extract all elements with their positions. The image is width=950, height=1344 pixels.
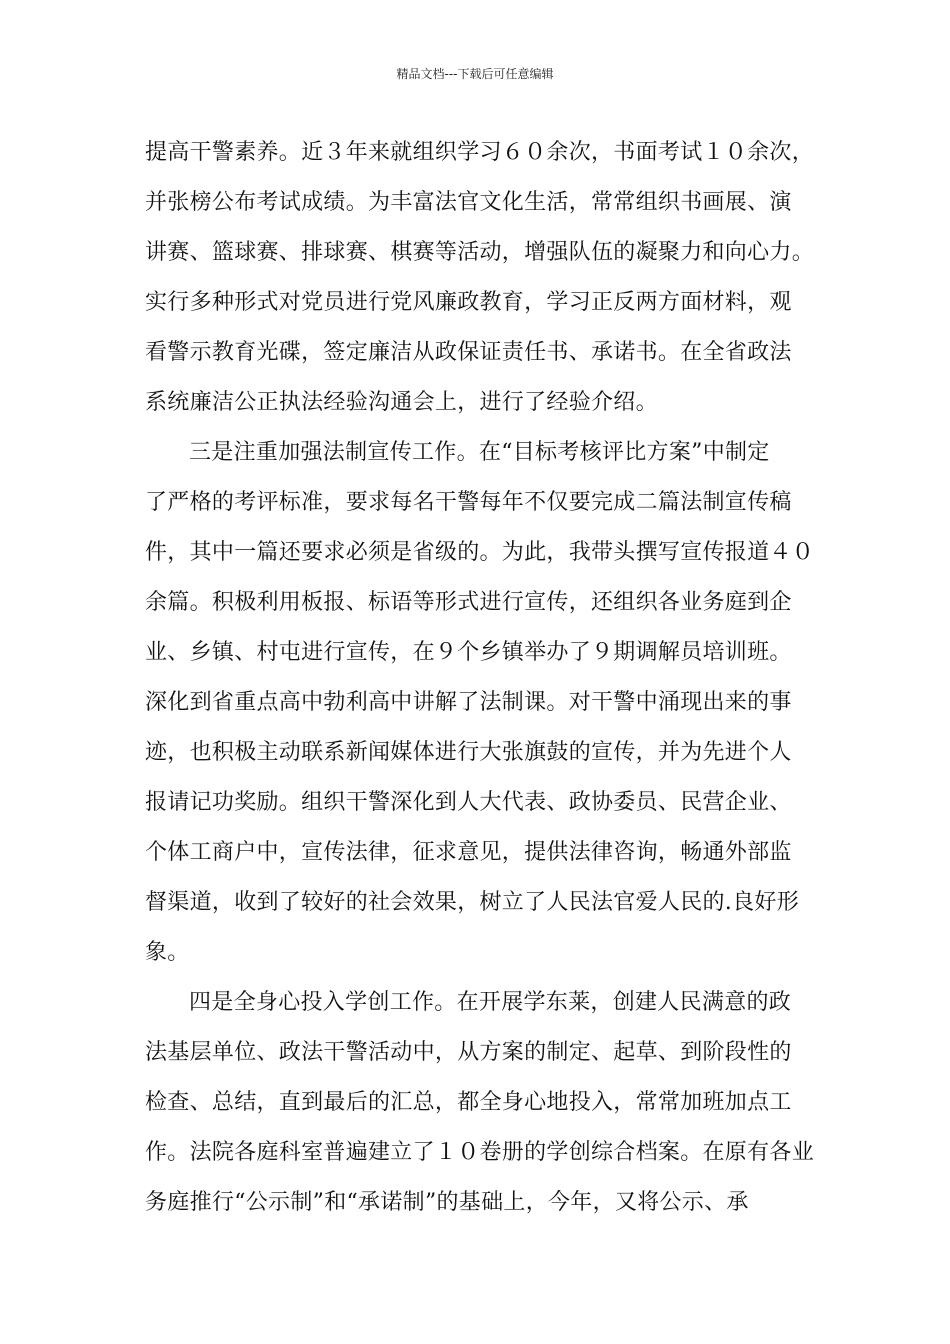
text-line: 并张榜公布考试成绩。为丰富法官文化生活，常常组织书画展、演 [145,190,792,215]
text-line: 实行多种形式对党员进行党风廉政教育，学习正反两方面材料，观 [145,290,792,315]
paragraph-3 [145,978,835,1228]
text-line: 作。法院各庭科室普遍建立了１０卷册的学创综合档案。在原有各业 [145,1140,815,1165]
text-line: 务庭推行“公示制”和“承诺制”的基础上，今年，又将公示、承 [145,1190,749,1215]
text-line: 四是全身心投入学创工作。在开展学东莱，创建人民满意的政 [189,990,792,1015]
page-header: 精品文档---下载后可任意编辑 [396,67,554,81]
text-line: 讲赛、篮球赛、排球赛、棋赛等活动，增强队伍的凝聚力和向心力。 [145,240,815,265]
paragraph-1 [145,128,835,428]
document-body [145,128,835,1228]
text-line: 检查、总结，直到最后的汇总，都全身心地投入，常常加班加点工 [145,1090,792,1115]
text-line: 个体工商户中，宣传法律，征求意见，提供法律咨询，畅通外部监 [145,840,792,865]
text-line: 看警示教育光碟，签定廉洁从政保证责任书、承诺书。在全省政法 [145,340,792,365]
text-line: 象。 [145,940,190,965]
text-line: 迹，也积极主动联系新闻媒体进行大张旗鼓的宣传，并为先进个人 [145,740,792,765]
text-line: 了严格的考评标准，要求每名干警每年不仅要完成二篇法制宣传稿 [145,490,792,515]
paragraph-2 [145,428,835,978]
text-line: 系统廉洁公正执法经验沟通会上，进行了经验介绍。 [145,390,658,415]
text-line: 法基层单位、政法干警活动中，从方案的制定、起草、到阶段性的 [145,1040,792,1065]
text-line: 余篇。积极利用板报、标语等形式进行宣传，还组织各业务庭到企 [145,590,792,615]
text-line: 件，其中一篇还要求必须是省级的。为此，我带头撰写宣传报道４０ [145,540,815,565]
text-line: 督渠道，收到了较好的社会效果，树立了人民法官爱人民的.良好形 [145,890,799,915]
text-line: 深化到省重点高中勃利高中讲解了法制课。对干警中涌现出来的事 [145,690,792,715]
text-line: 报请记功奖励。组织干警深化到人大代表、政协委员、民营企业、 [145,790,792,815]
text-line: 三是注重加强法制宣传工作。在“目标考核评比方案”中制定 [189,440,770,465]
text-line: 业、乡镇、村屯进行宣传，在９个乡镇举办了９期调解员培训班。 [145,640,792,665]
text-line: 提高干警素养。近３年来就组织学习６０余次，书面考试１０余次， [145,140,815,165]
